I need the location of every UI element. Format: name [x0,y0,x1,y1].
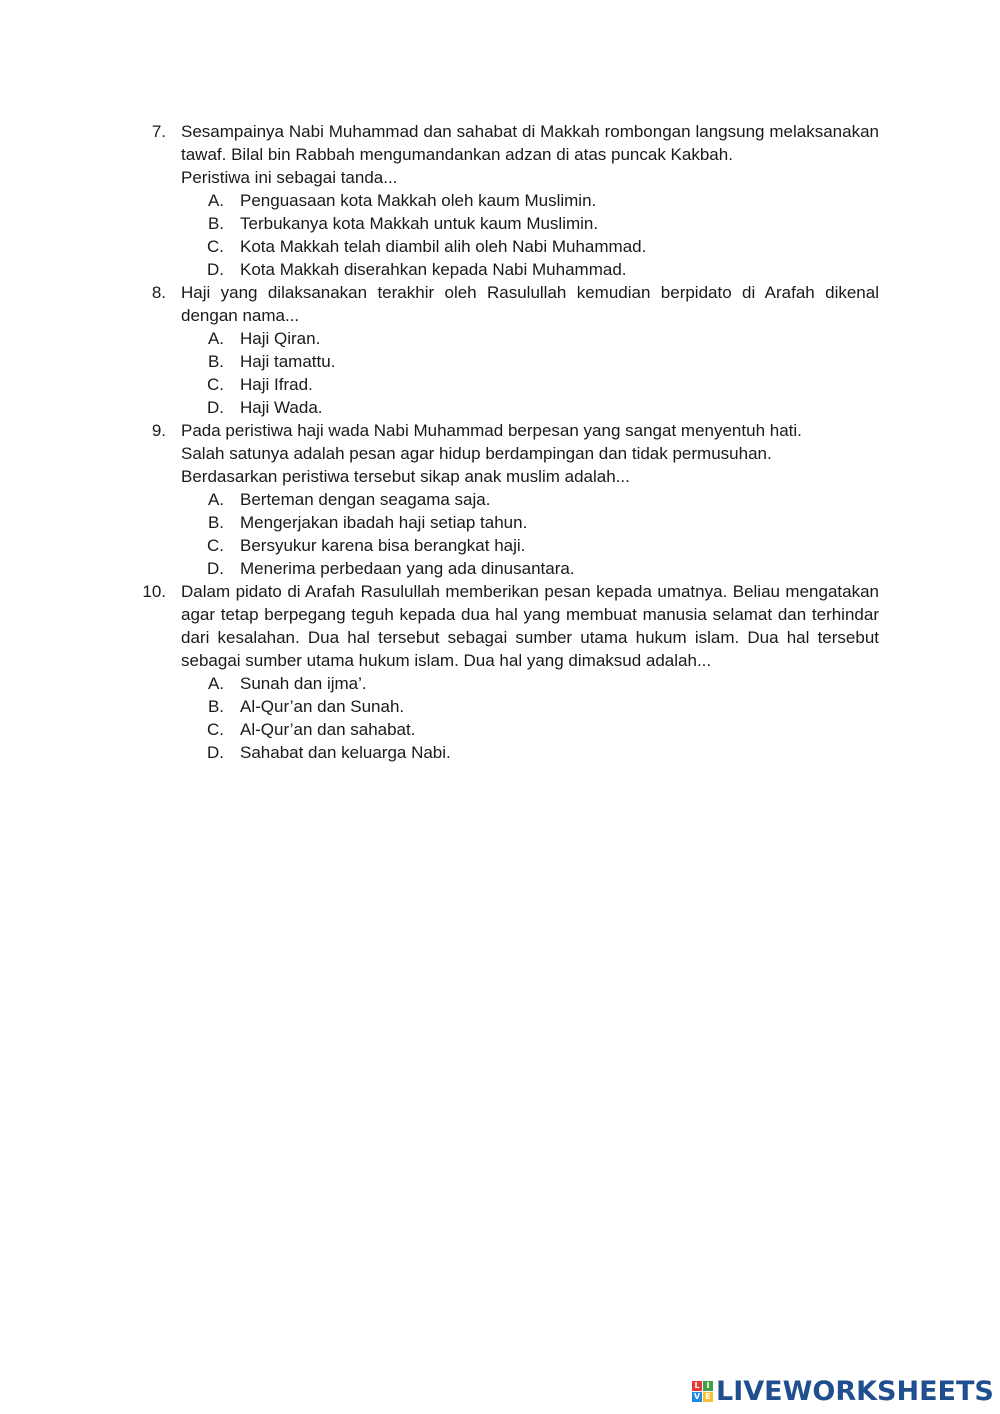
logo-cell-i: I [703,1381,713,1391]
option-letter: B. [207,352,224,371]
answer-options [181,189,879,281]
option-c [181,235,879,258]
option-text: Mengerjakan ibadah haji setiap tahun. [240,513,528,532]
option-text: Al-Qur’an dan Sunah. [240,697,405,716]
worksheet [0,120,1000,764]
option-text: Kota Makkah telah diambil alih oleh Nabi Muhammad. [240,237,647,256]
option-a [181,672,879,695]
option-letter: A. [207,329,224,348]
answer-options [181,672,879,764]
option-letter: D. [207,743,224,762]
option-c [181,534,879,557]
option-letter: A. [207,191,224,210]
option-text: Sunah dan ijma’. [240,674,367,693]
question-text-line: Berdasarkan peristiwa tersebut sikap anak muslim adalah... [181,467,630,486]
option-letter: B. [207,513,224,532]
question-text: Haji yang dilaksanakan terakhir oleh Rasulullah kemudian berpidato di Arafah dikenal dengan nama... [181,283,879,325]
question-text [181,419,879,488]
option-b [181,511,879,534]
option-letter: D. [207,559,224,578]
question-10 [0,580,1000,764]
question-number: 7. [151,122,166,141]
question-text-line: Salah satunya adalah pesan agar hidup berdampingan dan tidak permusuhan. [181,444,772,463]
logo-cell-e: E [703,1392,713,1402]
option-text: Berteman dengan seagama saja. [240,490,491,509]
question-9 [0,419,1000,580]
option-b [181,212,879,235]
answer-options [181,327,879,419]
option-letter: C. [207,536,224,555]
option-text: Menerima perbedaan yang ada dinusantara. [240,559,575,578]
option-text: Penguasaan kota Makkah oleh kaum Muslimin. [240,191,597,210]
option-d [181,396,879,419]
option-text: Kota Makkah diserahkan kepada Nabi Muhammad. [240,260,627,279]
option-letter: D. [207,398,224,417]
option-text: Terbukanya kota Makkah untuk kaum Muslimin. [240,214,599,233]
option-b [181,350,879,373]
option-letter: C. [207,720,224,739]
option-letter: B. [207,214,224,233]
logo-cell-v: V [693,1391,701,1401]
question-prompt: Peristiwa ini sebagai tanda... [181,168,398,187]
answer-options [181,488,879,580]
question-number: 9. [151,421,166,440]
logo-cell-l: L [692,1381,702,1391]
question-number: 8. [151,283,166,302]
option-a [181,327,879,350]
option-d [181,557,879,580]
option-letter: D. [207,260,224,279]
option-a [181,189,879,212]
option-letter: B. [207,697,224,716]
question-number: 10. [142,582,166,601]
option-letter: A. [207,490,224,509]
brand-name: LIVEWORKSHEETS [716,1375,994,1407]
option-b [181,695,879,718]
logo-grid-icon [692,1381,713,1402]
question-text: Dalam pidato di Arafah Rasulullah memberikan pesan kepada umatnya. Beliau mengatakan agar tetap berpegang teguh kepada dua hal yang membuat manusia selamat dan terhindar dari kesalahan. Dua hal tersebut sebagai sumber utama hukum islam. Dua hal tersebut sebagai sumber utama hukum islam. Dua hal yang dimaksud adalah... [181,582,879,670]
option-letter: C. [207,237,224,256]
question-text: Sesampainya Nabi Muhammad dan sahabat di Makkah rombongan langsung melaksanakan tawaf. Bilal bin Rabbah mengumandankan adzan di atas puncak Kakbah. [181,122,879,164]
question-8 [0,281,1000,419]
option-letter: A. [207,674,224,693]
option-text: Haji Wada. [240,398,323,417]
option-text: Haji Qiran. [240,329,321,348]
option-d [181,741,879,764]
option-a [181,488,879,511]
option-d [181,258,879,281]
option-text: Bersyukur karena bisa berangkat haji. [240,536,526,555]
option-text: Al-Qur’an dan sahabat. [240,720,416,739]
option-text: Haji tamattu. [240,352,336,371]
option-c [181,373,879,396]
option-text: Haji Ifrad. [240,375,313,394]
option-text: Sahabat dan keluarga Nabi. [240,743,451,762]
question-text-line: Pada peristiwa haji wada Nabi Muhammad berpesan yang sangat menyentuh hati. [181,421,802,440]
option-letter: C. [207,375,224,394]
question-7 [0,120,1000,281]
liveworksheets-logo [692,1376,994,1406]
option-c [181,718,879,741]
